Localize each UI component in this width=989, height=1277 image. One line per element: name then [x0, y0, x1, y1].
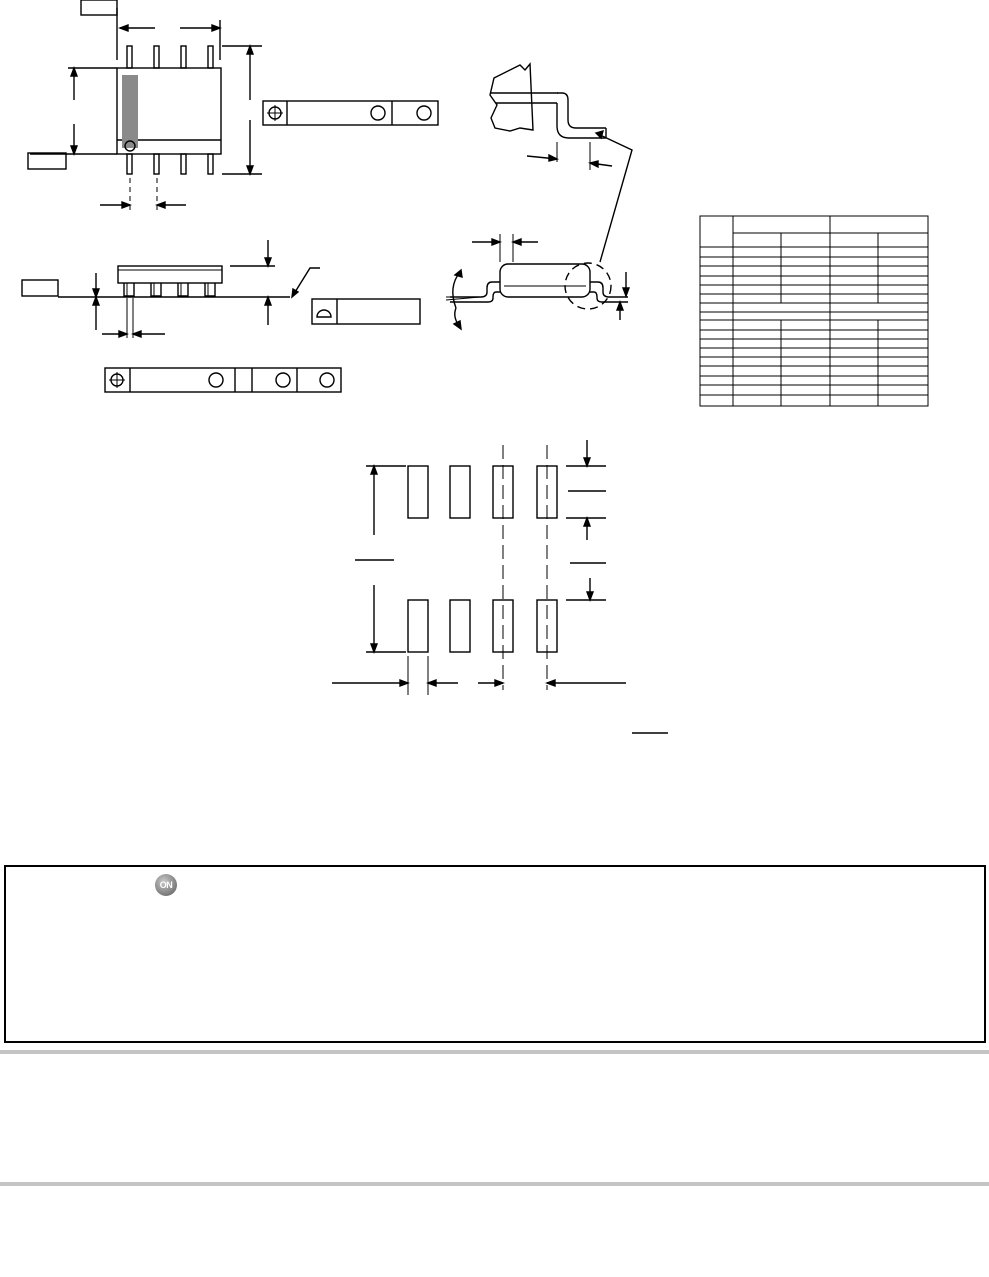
- dimension-table: [700, 216, 928, 406]
- tolerance-frame-top: [263, 101, 438, 125]
- circle-modifier-icon: [209, 373, 223, 387]
- top-leads: [127, 46, 213, 68]
- circle-modifier-icon: [320, 373, 334, 387]
- detail-break-outline: [490, 64, 533, 131]
- title-block: [4, 865, 986, 1043]
- side-leads: [124, 283, 215, 296]
- divider-rule: [0, 1050, 989, 1054]
- pin1-marker: [122, 75, 138, 148]
- top-view: [28, 0, 262, 212]
- lead-detail-view: [490, 64, 632, 262]
- datum-box-a: [81, 0, 117, 15]
- soldering-footprint: [332, 440, 668, 733]
- divider-rule: [0, 1182, 989, 1186]
- top-pads: [408, 466, 557, 518]
- bottom-leads: [127, 154, 213, 174]
- circle-modifier-icon: [417, 106, 431, 120]
- profile-of-surface-icon: [317, 310, 331, 317]
- circle-modifier-icon: [371, 106, 385, 120]
- package-body-end: [500, 264, 590, 297]
- circle-modifier-icon: [276, 373, 290, 387]
- datum-box-c: [22, 280, 58, 296]
- datum-box-b: [28, 153, 66, 169]
- package-body-side: [118, 266, 222, 283]
- end-view: [446, 234, 629, 329]
- brand-logo: ON: [155, 874, 177, 896]
- tolerance-frame-side: [312, 299, 420, 324]
- side-view: [22, 240, 320, 338]
- bottom-pads: [408, 600, 557, 652]
- tolerance-frame-bottom: [105, 368, 341, 392]
